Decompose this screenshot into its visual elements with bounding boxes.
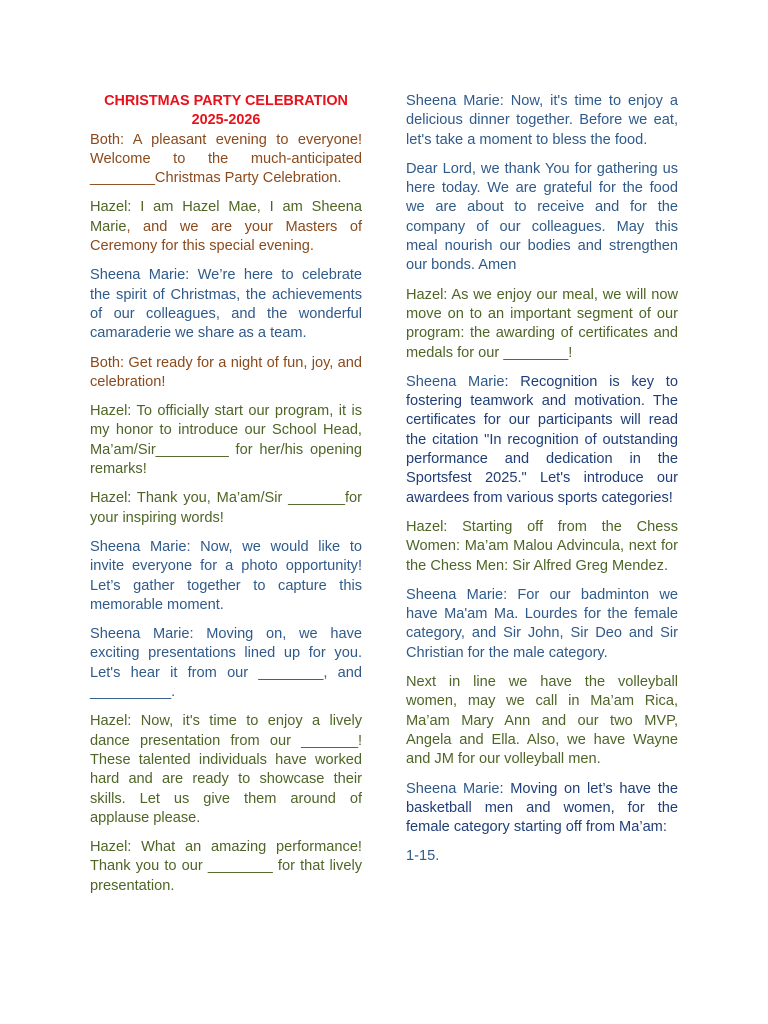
paragraph-text: Sheena Marie: Now, it's time to enjoy a delicious dinner together. Before we eat, let's take a moment to bless the food. [406,93,678,148]
script-paragraph [406,673,678,769]
paragraph-text: Sheena Marie: For our badminton we have Ma'am Ma. Lourdes for the female category, and Sir John, Sir Deo and Sir Christian for the male category. [406,586,678,661]
paragraph-text: : Moving on let’s have the basketball men and women, for the female category starting off from Ma’am: [406,780,678,836]
paragraph-text: Sheena Marie [406,780,500,797]
paragraph-text: Hazel: Now, it's time to enjoy a lively dance presentation from our _______! These talented individuals have worked hard and are ready to showcase their skills. Let us give them around of applause please. [90,713,362,826]
script-paragraph [90,712,362,828]
title-line-1: CHRISTMAS PARTY CELEBRATION [104,93,348,109]
left-column [90,92,362,906]
title-line-2: 2025-2026 [191,112,261,129]
script-paragraph [406,92,678,150]
right-column [406,92,678,877]
right-paragraphs [406,92,678,867]
script-paragraph [90,625,362,702]
script-paragraph [406,160,678,276]
paragraph-text: Dear Lord, we thank You for gathering us here today. We are grateful for the food we are about to receive and for the company of our colleagues. May this meal nourish our bodies and strengthen our bonds. Amen [406,160,678,274]
script-paragraph [406,586,678,663]
script-paragraph [90,489,362,528]
script-paragraph [406,780,678,838]
script-paragraph [406,373,678,508]
paragraph-text: 1-15. [406,848,440,865]
script-paragraph [90,198,362,256]
paragraph-text: Both: Get ready for a night of fun, joy, and celebration! [90,354,362,390]
paragraph-text: : Recognition is key to fostering teamwork and motivation. The certificates for our participants will read the citation "In recognition of outstanding performance and dedication in the Sportsfest 2025." Let's introduce our awardees from various sports categories! [406,373,678,506]
paragraph-text: Hazel: What an amazing performance! Thank you to our ________ for that lively presentation. [90,839,362,894]
script-paragraph [90,538,362,615]
paragraph-text: Sheena Marie: Now, we would like to invite everyone for a photo opportunity! Let’s gather together to capture this memorable moment. [90,538,362,613]
paragraph-text: Hazel: As we enjoy our meal, we will now move on to an important segment of our program: the awarding of certificates and medals for our ________! [406,286,678,361]
script-paragraph [90,354,362,393]
paragraph-text: Both: A pleasant evening to everyone! Welcome to the much-anticipated ________Christmas Party Celebration. [90,131,362,187]
script-paragraph [90,838,362,896]
script-paragraph [90,266,362,343]
paragraph-text: Hazel: To officially start our program, it is my honor to introduce our School Head, Ma’am/Sir_________ for her/his opening remarks! [90,403,362,478]
document-title [90,92,362,131]
paragraph-text: Next in line we have the volleyball women, may we call in Ma’am Rica, Ma’am Mary Ann and our two MVP, Angela and Ella. Also, we have Wayne and JM for our volleyball men. [406,674,678,768]
paragraph-text: Hazel: Thank you, Ma’am/Sir _______for your inspiring words! [90,490,362,526]
paragraph-text: Sheena Marie: Moving on, we have exciting presentations lined up for you. Let's hear it from our ________, and __________. [90,626,362,701]
script-paragraph [406,847,678,866]
script-paragraph [406,518,678,576]
script-paragraph [406,286,678,363]
paragraph-text: Hazel: Starting off from the Chess Women: Ma’am Malou Advincula, next for the Chess Men: Sir Alfred Greg Mendez. [406,518,678,574]
paragraph-text: Sheena Marie [406,373,505,390]
paragraph-text: Hazel: I am Hazel Mae, I am Sheena Marie [90,199,362,235]
script-paragraph [90,402,362,479]
paragraph-text: , and we are your Masters of Ceremony for this special evening. [90,218,362,255]
script-paragraph [90,131,362,189]
left-paragraphs [90,131,362,896]
paragraph-text: Sheena Marie: We’re here to celebrate the spirit of Christmas, the achievements of our colleagues, and the wonderful camaraderie we share as a team. [90,267,362,342]
